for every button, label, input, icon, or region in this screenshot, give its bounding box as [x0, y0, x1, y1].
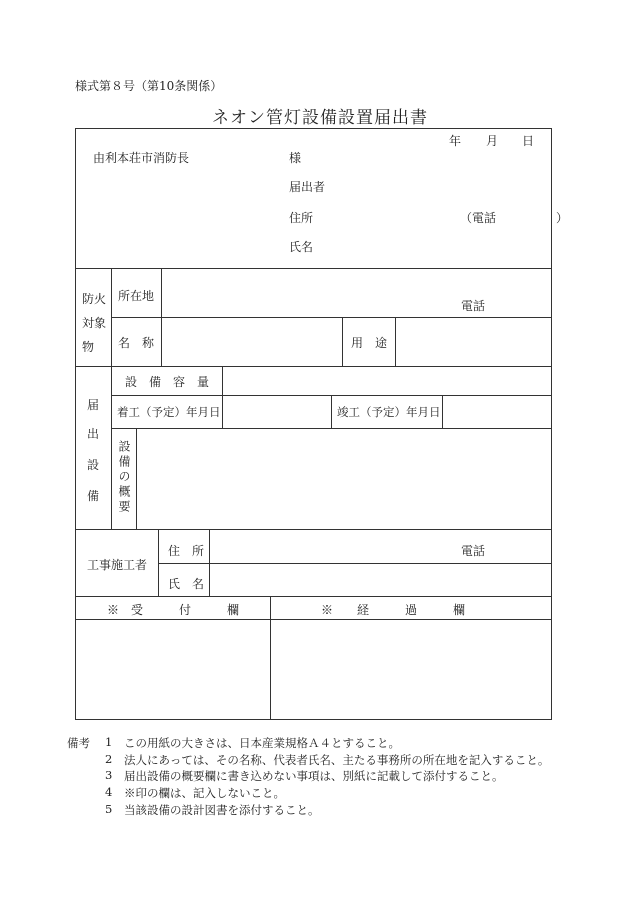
contractor-label: 工事施工者 [87, 558, 148, 572]
finish-date-label: 竣工（予定）年月日 [337, 405, 441, 419]
use-label: 用 途 [351, 336, 388, 350]
form-title: ネオン管灯設備設置届出書 [212, 108, 428, 128]
notifier-label: 届出者 [289, 180, 326, 194]
start-date-label: 着工（予定）年月日 [117, 405, 221, 419]
target-name-label: 名 称 [118, 336, 155, 350]
contractor-phone-label: 電話 [461, 544, 486, 558]
notes-label: 備考 [67, 736, 90, 750]
date-month: 月 [486, 134, 499, 148]
honorific: 様 [289, 151, 302, 165]
date-day: 日 [522, 134, 535, 148]
phone-label: （電話 ） [460, 211, 569, 225]
address-label: 住所 [289, 211, 314, 225]
progress-label: ※ 経 過 欄 [321, 603, 466, 617]
outline-label: 設備の概要 [117, 440, 131, 515]
capacity-label: 設 備 容 量 [125, 375, 210, 389]
location-label: 所在地 [118, 289, 155, 303]
addressee: 由利本荘市消防長 [93, 151, 190, 165]
contractor-name-label: 氏 名 [168, 577, 205, 591]
fire-target-phone-label: 電話 [461, 299, 486, 313]
contractor-address-label: 住 所 [168, 544, 205, 558]
form-code: 様式第８号（第10条関係） [75, 79, 223, 93]
name-label: 氏名 [289, 240, 314, 254]
reception-label: ※ 受 付 欄 [107, 603, 240, 617]
date-year: 年 [449, 134, 462, 148]
